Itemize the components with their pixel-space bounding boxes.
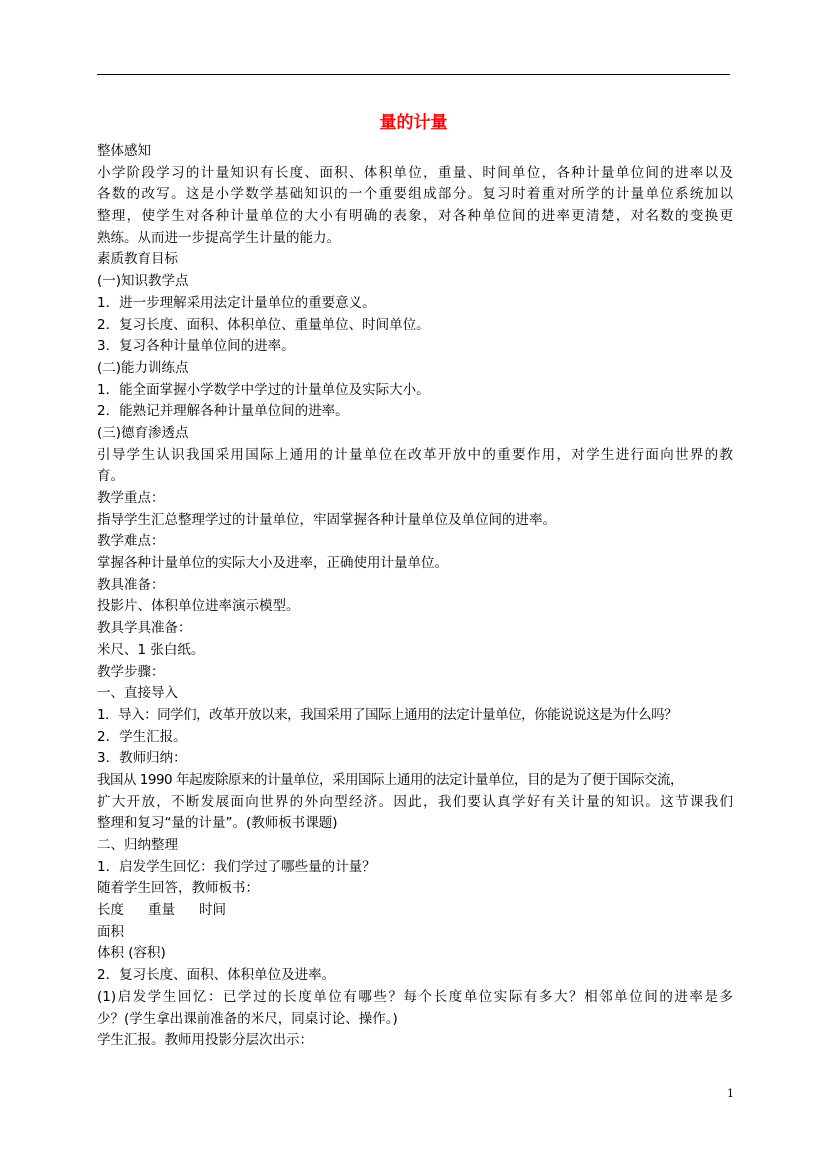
paragraph-line: 少？(学生拿出课前准备的米尺，同桌讨论、操作。) bbox=[97, 1010, 398, 1027]
heading-key-points: 教学重点： bbox=[97, 490, 165, 506]
list-item: 2．能熟记并理解各种计量单位间的进率。 bbox=[97, 403, 349, 420]
heading-teaching-aids: 教具准备： bbox=[97, 576, 165, 593]
paragraph-line: 米尺、1 张白纸。 bbox=[97, 641, 205, 658]
list-item: 3．复习各种计量单位间的进率。 bbox=[97, 338, 295, 355]
board-item: 重量 bbox=[148, 902, 175, 919]
list-item: 1．进一步理解采用法定计量单位的重要意义。 bbox=[97, 294, 376, 311]
board-item: 长度 bbox=[97, 902, 124, 919]
section-heading-overview: 整体感知 bbox=[97, 143, 151, 159]
paragraph-line: (1)启发学生回忆：已学过的长度单位有哪些？每个长度单位实际有多大？相邻单位间的进率是多 bbox=[97, 988, 733, 1005]
step-heading-intro: 一、直接导入 bbox=[97, 685, 178, 702]
page-number: 1 bbox=[727, 1087, 734, 1100]
paragraph-line: 我国从 1990 年起废除原来的计量单位，采用国际上通用的法定计量单位，目的是为了便于国际交流， bbox=[97, 771, 683, 788]
subheading-moral: (三)德育渗透点 bbox=[97, 424, 189, 441]
paragraph-line: 随着学生回答，教师板书： bbox=[97, 880, 259, 897]
list-item: 2．复习长度、面积、体积单位及进率。 bbox=[97, 967, 336, 984]
list-item: 1．启发学生回忆：我们学过了哪些量的计量？ bbox=[97, 858, 376, 875]
board-items-row bbox=[97, 900, 733, 922]
paragraph-line: 学生汇报。教师用投影分层次出示： bbox=[97, 1032, 313, 1049]
board-item: 面积 bbox=[97, 923, 124, 940]
paragraph-line: 整理，使学生对各种计量单位的大小有明确的表象，对各种单位间的进率更清楚，对名数的变换更 bbox=[97, 208, 733, 225]
board-item: 时间 bbox=[199, 902, 226, 919]
paragraph-line: 熟练。从而进一步提高学生计量的能力。 bbox=[97, 229, 340, 246]
step-heading-summary: 二、归纳整理 bbox=[97, 837, 178, 853]
list-item: 2．复习长度、面积、体积单位、重量单位、时间单位。 bbox=[97, 316, 430, 333]
paragraph-line: 掌握各种计量单位的实际大小及进率，正确使用计量单位。 bbox=[97, 555, 448, 572]
list-item: 3．教师归纳： bbox=[97, 750, 187, 767]
board-item: 体积 (容积) bbox=[97, 945, 166, 962]
list-item: 1．导入：同学们，改革开放以来，我国采用了国际上通用的法定计量单位，你能说说这是为什么吗？ bbox=[97, 706, 678, 723]
section-heading-goals: 素质教育目标 bbox=[97, 251, 178, 268]
heading-student-aids: 教具学具准备： bbox=[97, 620, 192, 637]
list-item: 2．学生汇报。 bbox=[97, 728, 187, 745]
paragraph-line: 投影片、体积单位进率演示模型。 bbox=[97, 598, 300, 615]
paragraph-line: 指导学生汇总整理学过的计量单位，牢固掌握各种计量单位及单位间的进率。 bbox=[97, 511, 556, 528]
subheading-knowledge: (一)知识教学点 bbox=[97, 273, 189, 290]
header-rule bbox=[97, 74, 730, 75]
paragraph-line: 小学阶段学习的计量知识有长度、面积、体积单位，重量、时间单位，各种计量单位间的进率以及 bbox=[97, 164, 733, 181]
subheading-ability: (二)能力训练点 bbox=[97, 359, 189, 376]
document-body bbox=[97, 141, 733, 1052]
page-title: 量的计量 bbox=[379, 113, 448, 133]
heading-difficulties: 教学难点： bbox=[97, 533, 165, 550]
paragraph-line: 扩大开放，不断发展面向世界的外向型经济。因此，我们要认真学好有关计量的知识。这节课我们 bbox=[97, 793, 733, 810]
paragraph-line: 引导学生认识我国采用国际上通用的计量单位在改革开放中的重要作用，对学生进行面向世界的教 bbox=[97, 446, 733, 463]
heading-teaching-steps: 教学步骤： bbox=[97, 663, 165, 680]
list-item: 1．能全面掌握小学数学中学过的计量单位及实际大小。 bbox=[97, 381, 430, 398]
paragraph-line: 育。 bbox=[97, 468, 124, 485]
paragraph-line: 各数的改写。这是小学数学基础知识的一个重要组成部分。复习时着重对所学的计量单位系统加以 bbox=[97, 186, 733, 203]
paragraph-line: 整理和复习“量的计量”。(教师板书课题) bbox=[97, 815, 338, 832]
